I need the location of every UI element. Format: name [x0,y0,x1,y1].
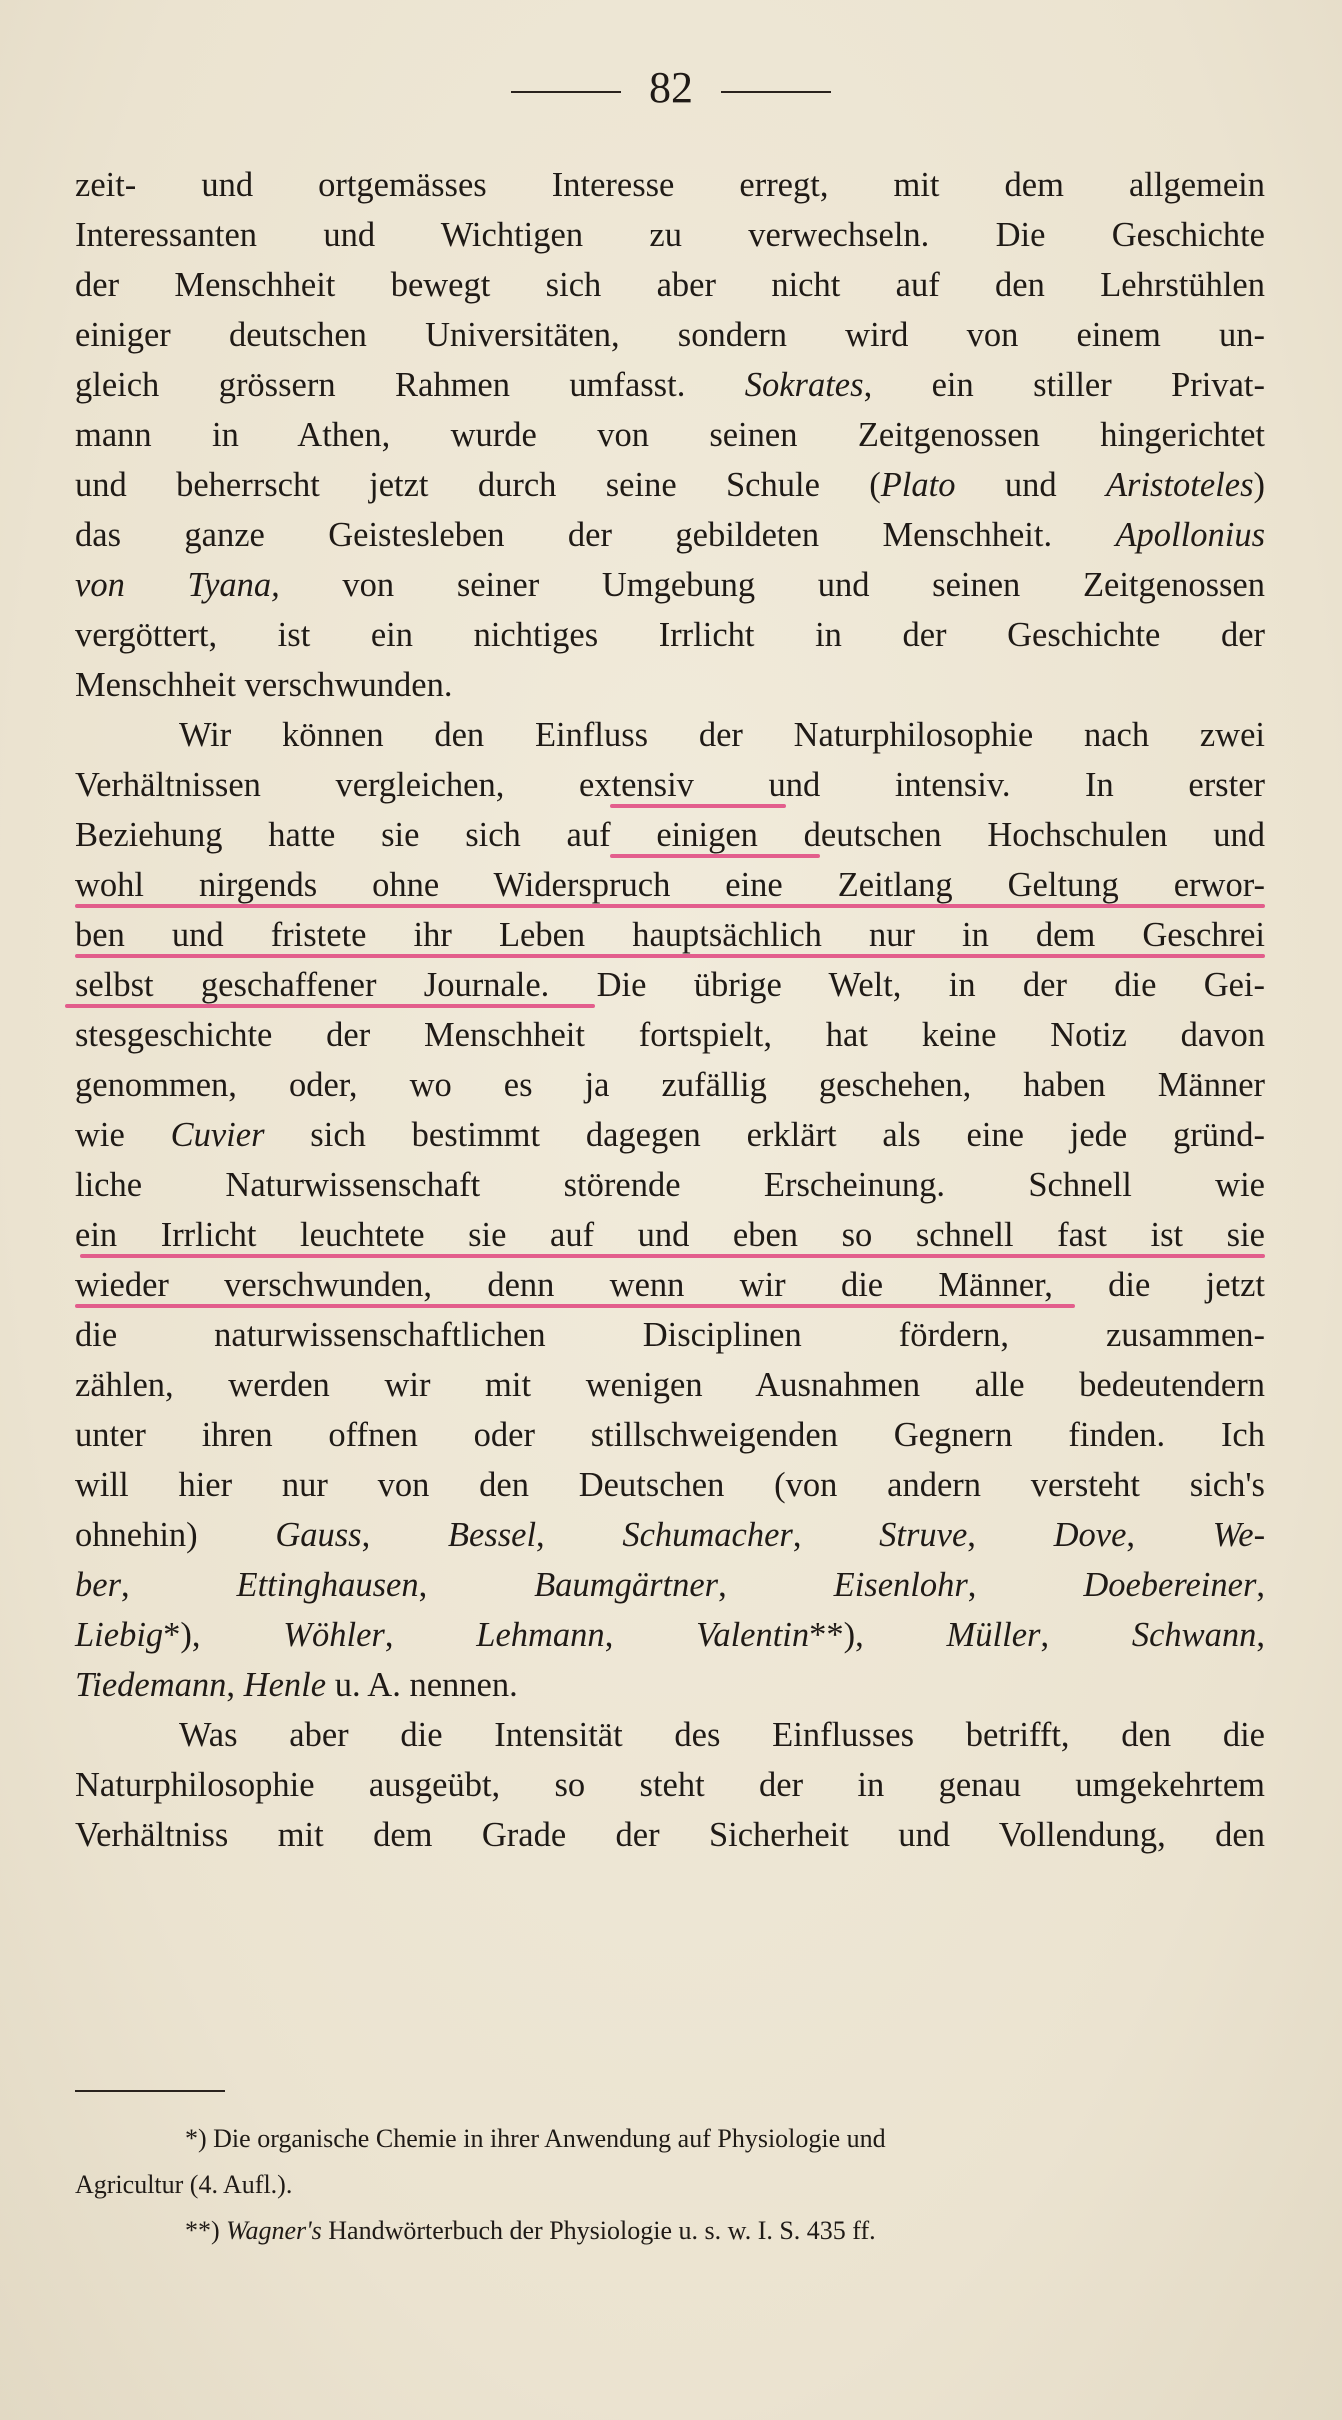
text-line: wohl nirgends ohne Widerspruch eine Zeitlang Geltung erwor- [75,860,1265,910]
italic-name: Schumacher [622,1516,793,1554]
text-line: zeit- und ortgemässes Interesse erregt, mit dem allgemein [75,166,1265,204]
italic-name: Bessel [447,1516,537,1554]
text-line: ohnehin) Gauss, Bessel, Schumacher, Struve, Dove, We- [75,1516,1266,1554]
highlight-underline [65,1004,595,1008]
footnote-rule [75,2090,225,2092]
italic-name: Wöhler [283,1616,385,1654]
text-line: das ganze Geistesleben der gebildeten Menschheit. Apollonius [75,516,1265,554]
text-line: die naturwissenschaftlichen Disciplinen fördern, zusammen- [75,1316,1265,1354]
italic-name: Eisenlohr [833,1566,968,1604]
highlight-underline [75,904,1265,908]
italic-name: Valentin [696,1616,810,1654]
text-line: Wir können den Einfluss der Naturphilosophie nach zwei [179,716,1265,754]
text-line: ein Irrlicht leuchtete sie auf und eben so schnell fast ist sie [75,1210,1265,1260]
italic-name: Plato [880,466,956,504]
text-line: liche Naturwissenschaft störende Erscheinung. Schnell wie [75,1166,1265,1204]
text-line: Was aber die Intensität des Einflusses betrifft, den die [179,1716,1265,1754]
italic-name: Gauss [275,1516,362,1554]
text-line: mann in Athen, wurde von seinen Zeitgenossen hingerichtet [75,416,1265,454]
highlight-underline [610,854,820,858]
italic-name: Sokrates [744,366,864,404]
text-line: genommen, oder, wo es ja zufällig geschehen, haben Männer [75,1066,1265,1104]
italic-name: Struve [879,1516,968,1554]
header-dash-left [511,91,621,93]
text-line: vergöttert, ist ein nichtiges Irrlicht in der Geschichte der [75,616,1265,654]
page-header [0,60,1342,116]
text-line: Interessanten und Wichtigen zu verwechseln. Die Geschichte [75,216,1265,254]
text-line: und beherrscht jetzt durch seine Schule (Plato und Aristoteles) [75,466,1266,504]
text-line: Verhältnissen vergleichen, extensiv und intensiv. In erster [75,760,1265,810]
italic-name: Aristoteles [1105,466,1254,504]
page-body [75,160,1265,1860]
text-line: Verhältniss mit dem Grade der Sicherheit und Vollendung, den [75,1816,1265,1854]
italic-name: Tiedemann [75,1666,227,1704]
italic-name: Dove [1053,1516,1127,1554]
text-line: Naturphilosophie ausgeübt, so steht der in genau umgekehrtem [75,1766,1265,1804]
italic-name: Wagner's [226,2216,322,2245]
text-line: Liebig*), Wöhler, Lehmann, Valentin**), Müller, Schwann, [75,1616,1266,1654]
text-line: ber, Ettinghausen, Baumgärtner, Eisenlohr, Doebereiner, [75,1566,1266,1604]
italic-name: ber [75,1566,121,1604]
text-line: zählen, werden wir mit wenigen Ausnahmen alle bedeutendern [75,1366,1265,1404]
text-line: selbst geschaffener Journale. Die übrige Welt, in der die Gei- [75,960,1265,1010]
highlight-underline [75,1304,1075,1308]
text-line: gleich grössern Rahmen umfasst. Sokrates, ein stiller Privat- [75,366,1266,404]
text-line: will hier nur von den Deutschen (von andern versteht sich's [75,1466,1265,1504]
text-line: stesgeschichte der Menschheit fortspielt, hat keine Notiz davon [75,1016,1265,1054]
text-line: unter ihren offnen oder stillschweigenden Gegnern finden. Ich [75,1416,1265,1454]
italic-name: Schwann [1131,1616,1257,1654]
italic-name: von Tyana, [75,566,280,604]
header-dash-right [721,91,831,93]
footnotes [75,2090,1265,2254]
text-line: ben und fristete ihr Leben hauptsächlich nur in dem Geschrei [75,910,1265,960]
footnote-line: *) Die organische Chemie in ihrer Anwendung auf Physiologie und [185,2124,886,2153]
italic-name: Henle [243,1666,327,1704]
italic-name: Cuvier [170,1116,265,1154]
text-line: von Tyana, von seiner Umgebung und seinen Zeitgenossen [75,566,1265,604]
italic-name: Liebig [75,1616,164,1654]
italic-name: Lehmann [476,1616,605,1654]
highlight-underline [75,954,1265,958]
text-line: der Menschheit bewegt sich aber nicht auf den Lehrstühlen [75,266,1265,304]
italic-name: Doebereiner [1083,1566,1257,1604]
footnote-line: **) Wagner's Handwörterbuch der Physiologie u. s. w. I. S. 435 ff. [185,2216,876,2245]
italic-name: Apollonius [1115,516,1265,554]
text-line: Menschheit verschwunden. [75,666,453,704]
italic-name: We- [1212,1516,1266,1554]
text-line: wie Cuvier sich bestimmt dagegen erklärt als eine jede gründ- [75,1116,1265,1154]
page-number: 82 [649,63,693,112]
text-line: Tiedemann, Henle u. A. nennen. [75,1666,518,1704]
italic-name: Ettinghausen [236,1566,419,1604]
italic-name: Müller [946,1616,1041,1654]
text-line: wieder verschwunden, denn wenn wir die Männer, die jetzt [75,1260,1265,1310]
highlight-underline [610,804,786,808]
text-line: Beziehung hatte sie sich auf einigen deutschen Hochschulen und [75,810,1265,860]
highlight-underline [80,1254,1265,1258]
footnote-line: Agricultur (4. Aufl.). [75,2170,293,2199]
text-line: einiger deutschen Universitäten, sondern wird von einem un- [75,316,1265,354]
italic-name: Baumgärtner [534,1566,719,1604]
